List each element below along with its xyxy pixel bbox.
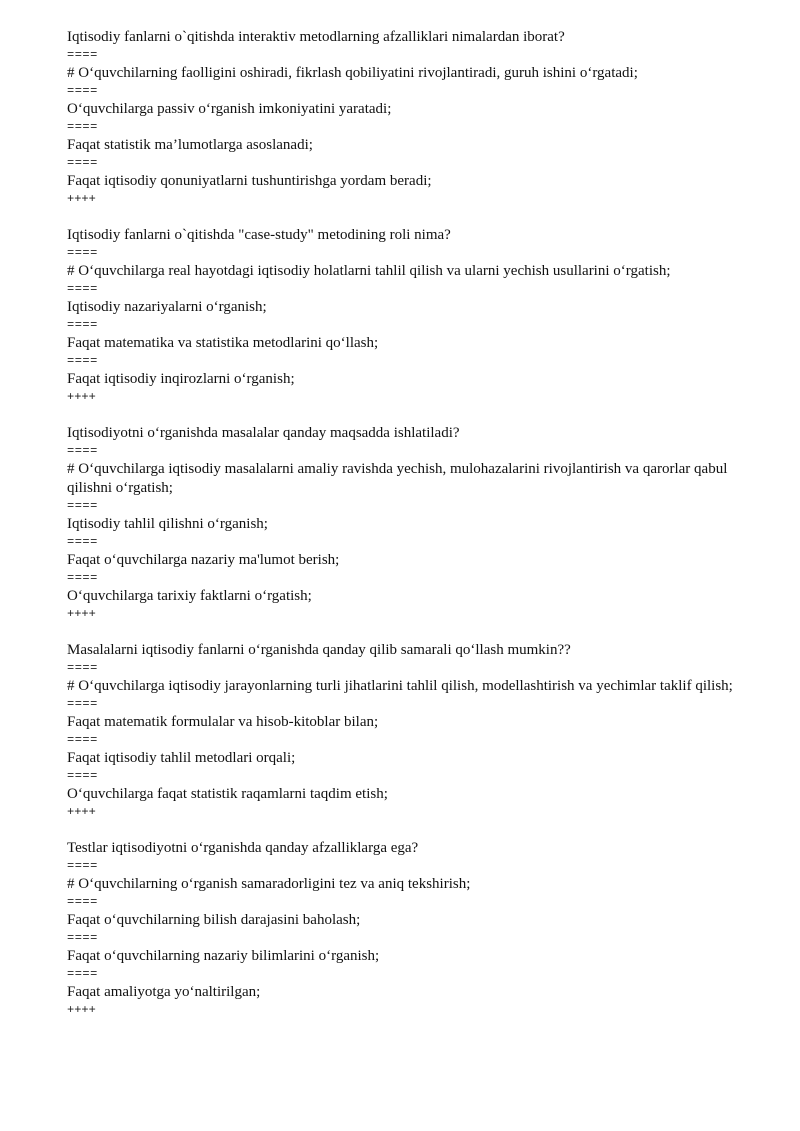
- separator: ====: [67, 661, 98, 675]
- question-text: Iqtisodiyotni o‘rganishda masalalar qanday maqsadda ishlatiladi?: [67, 425, 460, 441]
- separator: ====: [67, 246, 98, 260]
- separator: ====: [67, 444, 98, 458]
- test-document: [67, 28, 747, 1019]
- separator: ====: [67, 733, 98, 747]
- answer-option: Faqat o‘quvchilarning nazariy bilimlarini o‘rganish;: [67, 948, 380, 964]
- question-text: Testlar iqtisodiyotni o‘rganishda qanday afzalliklarga ega?: [67, 840, 419, 856]
- answer-option: O‘quvchilarga passiv o‘rganish imkoniyatini yaratadi;: [67, 101, 392, 117]
- question-block: [67, 28, 747, 208]
- question-text: Iqtisodiy fanlarni o`qitishda "case-study" metodining roli nima?: [67, 227, 451, 243]
- answer-option: Faqat o‘quvchilarning bilish darajasini baholash;: [67, 912, 361, 928]
- separator: ====: [67, 354, 98, 368]
- question-block: [67, 839, 747, 1019]
- question-terminator: ++++: [67, 607, 96, 621]
- question-text: Masalalarni iqtisodiy fanlarni o‘rganishda qanday qilib samarali qo‘llash mumkin??: [67, 642, 571, 658]
- answer-option: Faqat iqtisodiy qonuniyatlarni tushuntirishga yordam beradi;: [67, 173, 432, 189]
- separator: ====: [67, 120, 98, 134]
- separator: ====: [67, 282, 98, 296]
- answer-correct: # O‘quvchilarning o‘rganish samaradorligini tez va aniq tekshirish;: [67, 876, 471, 892]
- answer-option: Faqat amaliyotga yo‘naltirilgan;: [67, 984, 261, 1000]
- answer-correct: # O‘quvchilarning faolligini oshiradi, fikrlash qobiliyatini rivojlantiradi, guruh ishini o‘rgatadi;: [67, 65, 638, 81]
- answer-option: O‘quvchilarga faqat statistik raqamlarni taqdim etish;: [67, 786, 388, 802]
- separator: ====: [67, 318, 98, 332]
- separator: ====: [67, 769, 98, 783]
- answer-option: Faqat matematika va statistika metodlarini qo‘llash;: [67, 335, 379, 351]
- answer-option: Faqat iqtisodiy inqirozlarni o‘rganish;: [67, 371, 295, 387]
- separator: ====: [67, 156, 98, 170]
- separator: ====: [67, 499, 98, 513]
- separator: ====: [67, 48, 98, 62]
- question-block: [67, 226, 747, 406]
- answer-correct: # O‘quvchilarga iqtisodiy masalalarni amaliy ravishda yechish, mulohazalarini rivojlantirish va qarorlar qabul qilishni o‘rgatish;: [67, 461, 728, 496]
- separator: ====: [67, 859, 98, 873]
- separator: ====: [67, 895, 98, 909]
- answer-option: Faqat iqtisodiy tahlil metodlari orqali;: [67, 750, 296, 766]
- answer-option: O‘quvchilarga tarixiy faktlarni o‘rgatish;: [67, 588, 312, 604]
- question-terminator: ++++: [67, 192, 96, 206]
- answer-option: Faqat matematik formulalar va hisob-kitoblar bilan;: [67, 714, 379, 730]
- answer-option: Faqat o‘quvchilarga nazariy ma'lumot berish;: [67, 552, 340, 568]
- separator: ====: [67, 571, 98, 585]
- separator: ====: [67, 967, 98, 981]
- question-block: [67, 424, 747, 623]
- separator: ====: [67, 931, 98, 945]
- answer-correct: # O‘quvchilarga real hayotdagi iqtisodiy holatlarni tahlil qilish va ularni yechish usullarini o‘rgatish;: [67, 263, 671, 279]
- question-text: Iqtisodiy fanlarni o`qitishda interaktiv metodlarning afzalliklari nimalardan iborat?: [67, 29, 565, 45]
- answer-option: Iqtisodiy tahlil qilishni o‘rganish;: [67, 516, 268, 532]
- question-terminator: ++++: [67, 1003, 96, 1017]
- question-terminator: ++++: [67, 390, 96, 404]
- separator: ====: [67, 535, 98, 549]
- separator: ====: [67, 84, 98, 98]
- answer-option: Iqtisodiy nazariyalarni o‘rganish;: [67, 299, 267, 315]
- question-terminator: ++++: [67, 805, 96, 819]
- answer-option: Faqat statistik ma’lumotlarga asoslanadi;: [67, 137, 313, 153]
- answer-correct: # O‘quvchilarga iqtisodiy jarayonlarning turli jihatlarini tahlil qilish, modellashtirish va yechimlar taklif qilish;: [67, 678, 733, 694]
- separator: ====: [67, 697, 98, 711]
- question-block: [67, 641, 747, 821]
